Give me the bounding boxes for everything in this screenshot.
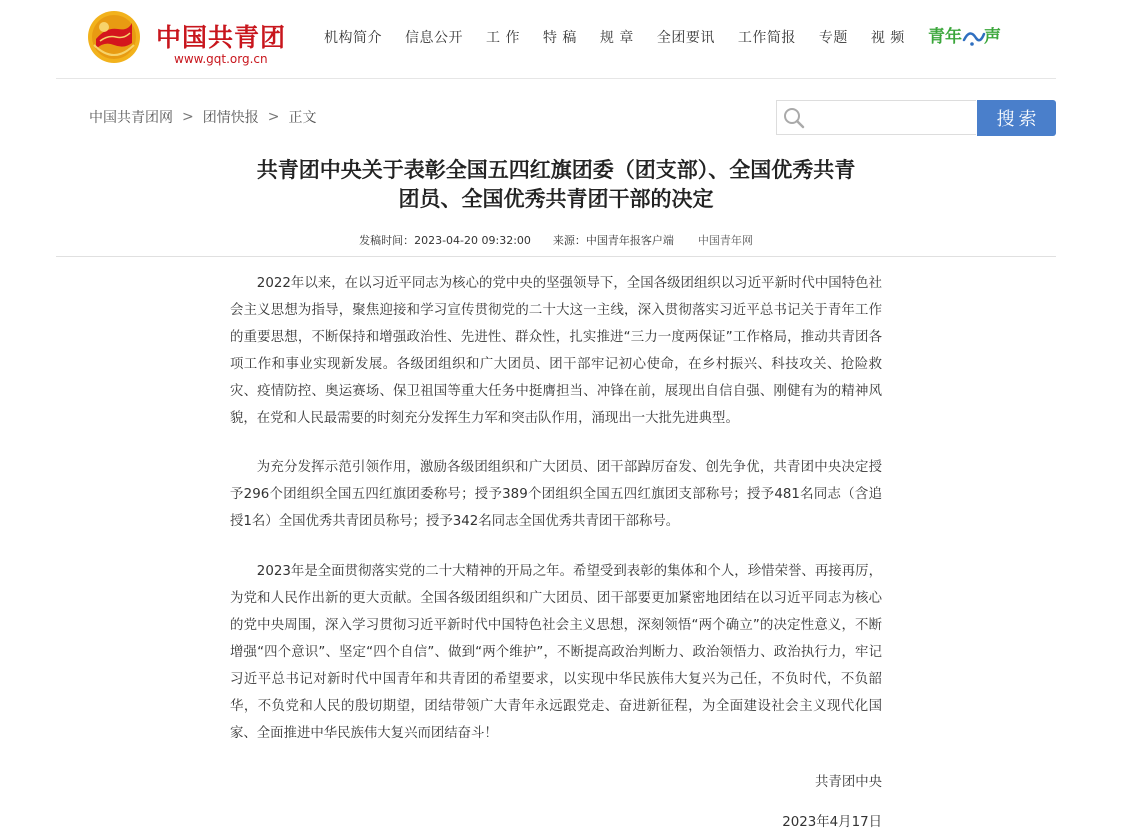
nav-item-videos[interactable]: 视 频 [870,30,905,46]
article-title-line2: 团员、全国优秀共青团干部的决定 [398,187,714,211]
svg-text:青年: 青年 [928,27,962,47]
article-body [230,270,882,829]
nav-item-information-disclosure[interactable]: 信息公开 [405,30,463,46]
breadcrumb-separator: > [182,109,194,125]
brand-name: 中国共青团 [156,23,287,52]
breadcrumb [89,108,316,126]
source-value: 中国青年报客户端 [585,234,674,247]
nav-item-league-news[interactable]: 全团要讯 [656,30,715,46]
publish-time-label: 发稿时间： [359,234,415,247]
youth-voice-logo-link[interactable] [928,20,1004,50]
search-button[interactable]: 搜索 [977,100,1056,136]
search-input[interactable] [811,106,975,132]
article-title-line1: 共青团中央关于表彰全国五四红旗团委（团支部）、全国优秀共青 [256,158,856,182]
article-title [230,156,882,214]
article-date: 2023年4月17日 [782,815,882,829]
youth-league-emblem-icon [86,9,142,65]
nav-item-regulations[interactable]: 规 章 [599,30,634,46]
svg-text:声: 声 [984,27,1001,47]
publish-time-value: 2023-04-20 09:32:00 [414,233,531,247]
nav-item-features[interactable]: 特 稿 [542,30,577,46]
site-header [56,0,1056,79]
source-site-link[interactable]: 中国青年网 [697,234,753,247]
article-paragraph: 2023年是全面贯彻落实党的二十大精神的开局之年。希望受到表彰的集体和个人，珍惜荣誉、再接再厉，为党和人民作出新的更大贡献。全国各级团组织和广大团员、团干部要更加紧密地团结在以习近平同志为核心的党中央周围，深入学习贯彻习近平新时代中国特色社会主义思想，深刻领悟“两个确立”的决定性意义，不断增强“四个意识”、坚定“四个自信”、做到“两个维护”，不断提高政治判断力、政治领悟力、政治执行力，牢记习近平总书记对新时代中国青年和共青团的希望要求，以实现中华民族伟大复兴为己任，不负时代，不负韶华，不负党和人民的殷切期望，团结带领广大青年永远跟党走、奋进新征程，为全面建设社会主义现代化国家、全面推进中华民族伟大复兴而团结奋斗！ [230,564,882,741]
nav-item-work-briefs[interactable]: 工作简报 [737,30,796,46]
source-label: 来源： [552,234,586,247]
article-paragraph: 为充分发挥示范引领作用，激励各级团组织和广大团员、团干部踔厉奋发、创先争优，共青团中央决定授予296个团组织全国五四红旗团委称号；授予389个团组织全国五四红旗团支部称号；授予481名同志（含追授1名）全国优秀共青团员称号；授予342名同志全国优秀共青团干部称号。 [230,460,882,529]
site-logo-link[interactable] [86,9,286,65]
breadcrumb-separator: > [267,109,280,125]
breadcrumb-section[interactable]: 团情快报 [202,110,259,126]
article-meta [230,232,882,248]
article-signature: 共青团中央 [815,775,882,790]
breadcrumb-current: 正文 [288,110,317,126]
breadcrumb-home[interactable]: 中国共青团网 [89,110,173,126]
brand-url: www.gqt.org.cn [174,52,268,66]
nav-item-topics[interactable]: 专题 [818,30,848,46]
content-divider [56,256,1056,257]
nav-item-work[interactable]: 工 作 [486,30,520,46]
youth-voice-logo-icon [928,20,1004,50]
search-icon [783,107,805,129]
nav-item-organization[interactable]: 机构简介 [324,30,382,46]
article-paragraph: 2022年以来，在以习近平同志为核心的党中央的坚强领导下，全国各级团组织以习近平新时代中国特色社会主义思想为指导，聚焦迎接和学习宣传贯彻党的二十大这一主线，深入贯彻落实习近平总书记关于青年工作的重要思想，不断保持和增强政治性、先进性、群众性，扎实推进“三力一度两保证”工作格局，推动共青团各项工作和事业实现新发展。各级团组织和广大团员、团干部牢记初心使命，在乡村振兴、科技攻关、抢险救灾、疫情防控、奥运赛场、保卫祖国等重大任务中挺膺担当、冲锋在前，展现出自信自强、刚健有为的精神风貌，在党和人民最需要的时刻充分发挥生力军和突击队作用，涌现出一大批先进典型。 [230,276,882,426]
main-nav [324,26,928,48]
search-box [776,100,976,135]
